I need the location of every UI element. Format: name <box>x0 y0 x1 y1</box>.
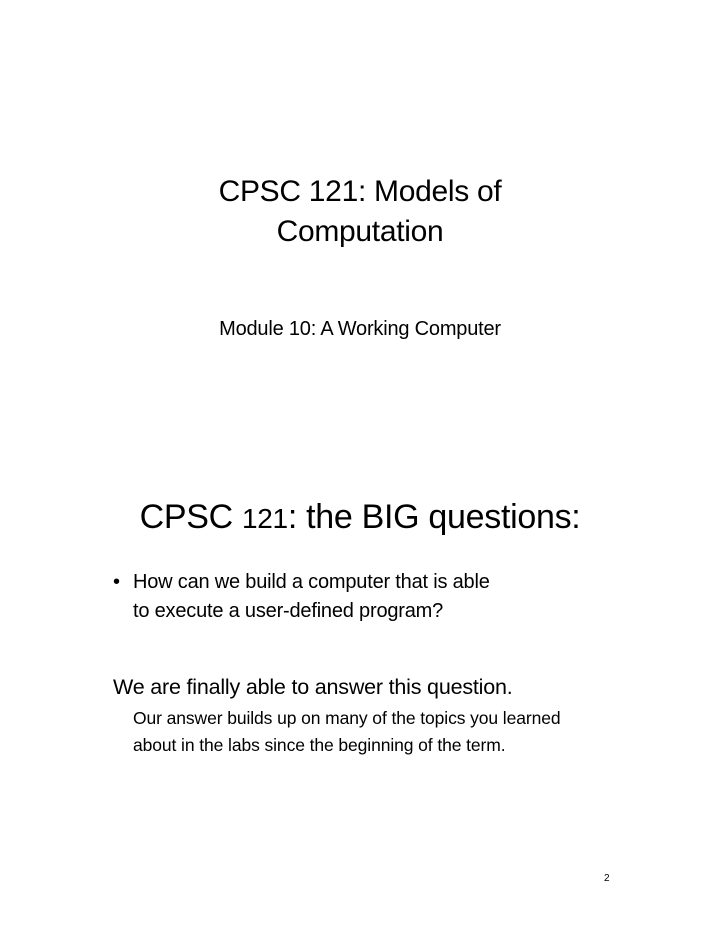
slide-1-title-line-2: Computation <box>276 215 444 248</box>
statement-text: We are finally able to answer this question. <box>113 675 513 699</box>
slide-2-title-number: 121 <box>241 503 288 534</box>
bullet-line-2: to execute a user-defined program? <box>133 600 444 622</box>
page-number: 2 <box>604 873 610 884</box>
slide-1-title-line-1: CPSC 121: Models of <box>218 175 502 208</box>
bullet-item <box>113 568 613 626</box>
slide-2-title-prefix: CPSC <box>139 498 242 536</box>
slide-2-title-suffix: : the BIG questions: <box>287 498 581 536</box>
bullet-line-1: How can we build a computer that is able <box>133 571 490 593</box>
detail-paragraph: Our answer builds up on many of the topics you learned about in the labs since the beginning of the term. <box>133 708 561 755</box>
slide-2-title <box>0 494 720 542</box>
slide-1-title <box>0 172 720 252</box>
bullet-list <box>113 568 613 626</box>
slide-1-subtitle: Module 10: A Working Computer <box>219 318 501 340</box>
bullet-dot-icon: • <box>113 571 120 593</box>
